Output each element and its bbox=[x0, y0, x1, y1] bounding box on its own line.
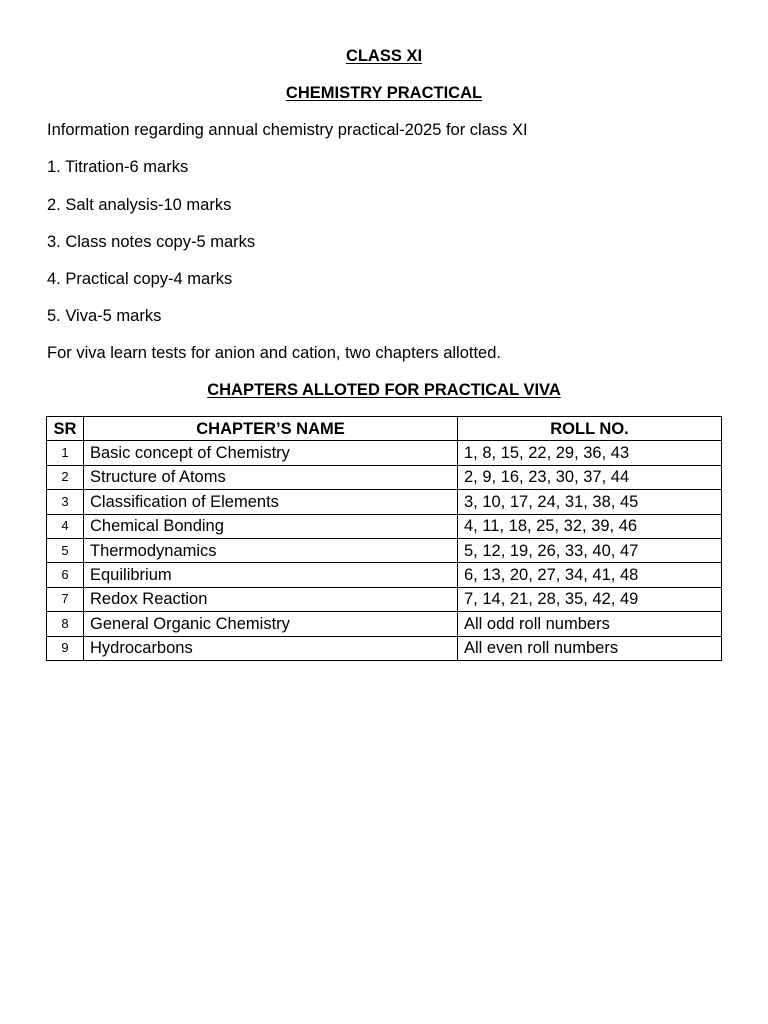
sr-cell: 4 bbox=[47, 514, 84, 538]
sr-cell: 9 bbox=[47, 636, 84, 660]
chapter-cell: Basic concept of Chemistry bbox=[84, 441, 458, 465]
sr-cell: 5 bbox=[47, 538, 84, 562]
class-title: CLASS XI bbox=[345, 47, 423, 65]
roll-cell: 4, 11, 18, 25, 32, 39, 46 bbox=[458, 514, 722, 538]
table-header-row bbox=[47, 417, 722, 441]
roll-cell: 3, 10, 17, 24, 31, 38, 45 bbox=[458, 490, 722, 514]
roll-cell: 2, 9, 16, 23, 30, 37, 44 bbox=[458, 465, 722, 489]
marks-item: 2. Salt analysis-10 marks bbox=[47, 196, 232, 214]
chapter-cell: General Organic Chemistry bbox=[84, 612, 458, 636]
sr-cell: 6 bbox=[47, 563, 84, 587]
chapter-cell: Thermodynamics bbox=[84, 538, 458, 562]
table-row bbox=[47, 490, 722, 514]
sr-cell: 3 bbox=[47, 490, 84, 514]
chapter-cell: Structure of Atoms bbox=[84, 465, 458, 489]
roll-cell: 7, 14, 21, 28, 35, 42, 49 bbox=[458, 587, 722, 611]
sr-cell: 7 bbox=[47, 587, 84, 611]
intro-text: Information regarding annual chemistry practical-2025 for class XI bbox=[47, 121, 528, 139]
table-row bbox=[47, 465, 722, 489]
table-row bbox=[47, 514, 722, 538]
roll-cell: 5, 12, 19, 26, 33, 40, 47 bbox=[458, 538, 722, 562]
marks-item: 3. Class notes copy-5 marks bbox=[47, 233, 256, 251]
marks-item: 1. Titration-6 marks bbox=[47, 158, 189, 176]
viva-note: For viva learn tests for anion and cation, two chapters allotted. bbox=[47, 344, 501, 362]
table-row bbox=[47, 538, 722, 562]
column-header-chapter: CHAPTER’S NAME bbox=[84, 417, 458, 441]
marks-item: 4. Practical copy-4 marks bbox=[47, 270, 233, 288]
sr-cell: 2 bbox=[47, 465, 84, 489]
roll-cell: All even roll numbers bbox=[458, 636, 722, 660]
chapters-table bbox=[46, 416, 722, 661]
chapter-cell: Redox Reaction bbox=[84, 587, 458, 611]
roll-cell: All odd roll numbers bbox=[458, 612, 722, 636]
chapter-cell: Classification of Elements bbox=[84, 490, 458, 514]
table-row bbox=[47, 587, 722, 611]
sr-cell: 8 bbox=[47, 612, 84, 636]
table-row bbox=[47, 441, 722, 465]
roll-cell: 6, 13, 20, 27, 34, 41, 48 bbox=[458, 563, 722, 587]
table-row bbox=[47, 563, 722, 587]
subject-title: CHEMISTRY PRACTICAL bbox=[285, 84, 483, 102]
chapter-cell: Hydrocarbons bbox=[84, 636, 458, 660]
table-title: CHAPTERS ALLOTED FOR PRACTICAL VIVA bbox=[207, 381, 561, 399]
column-header-sr: SR bbox=[47, 417, 84, 441]
chapter-cell: Equilibrium bbox=[84, 563, 458, 587]
column-header-roll: ROLL NO. bbox=[458, 417, 722, 441]
table-row bbox=[47, 612, 722, 636]
table-row bbox=[47, 636, 722, 660]
sr-cell: 1 bbox=[47, 441, 84, 465]
roll-cell: 1, 8, 15, 22, 29, 36, 43 bbox=[458, 441, 722, 465]
chapter-cell: Chemical Bonding bbox=[84, 514, 458, 538]
marks-item: 5. Viva-5 marks bbox=[47, 307, 162, 325]
